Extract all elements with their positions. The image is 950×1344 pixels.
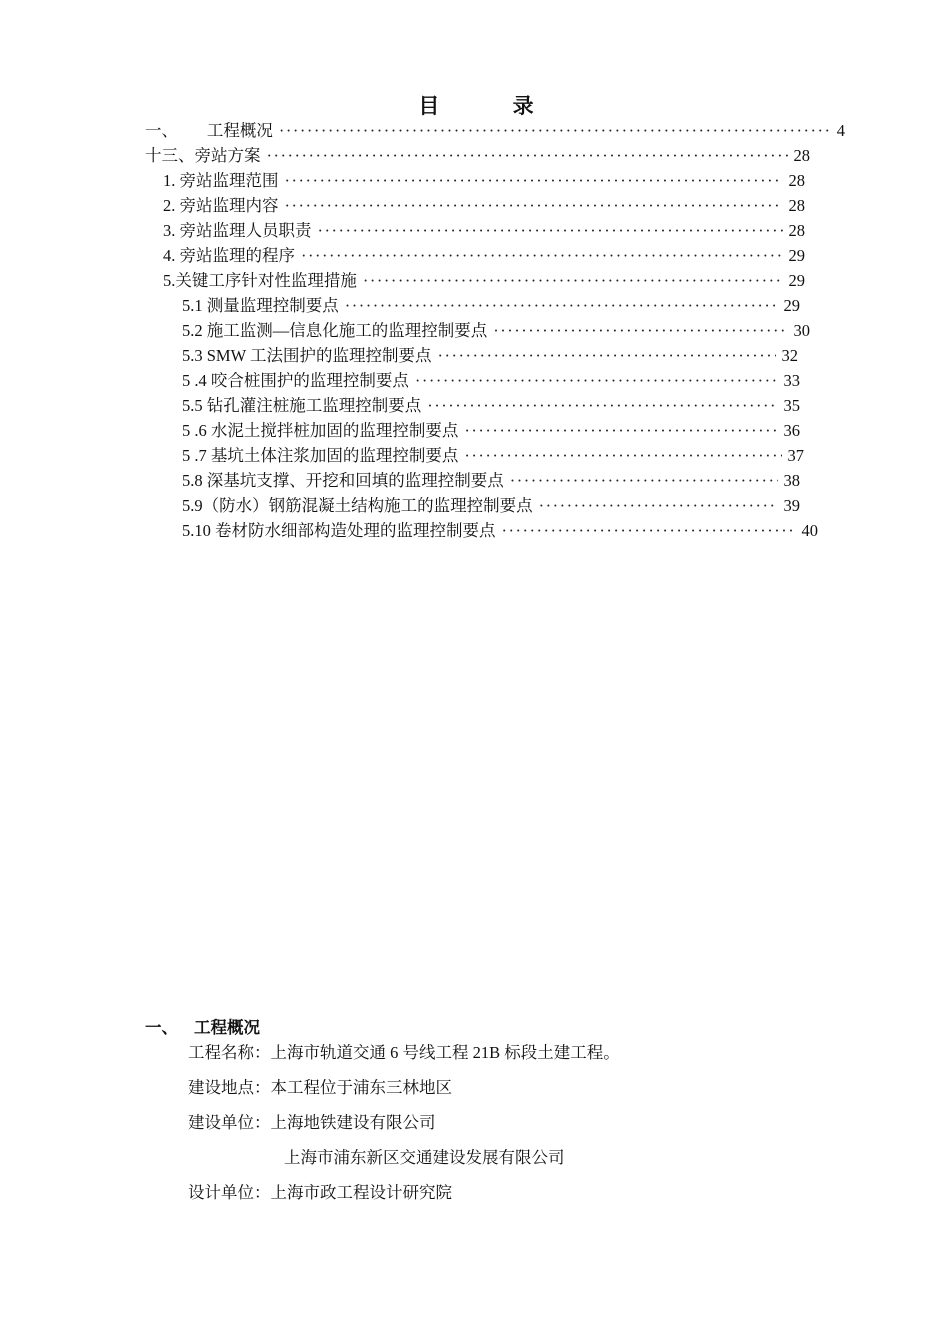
toc-entry[interactable] <box>182 418 800 443</box>
toc-entry[interactable] <box>182 343 798 368</box>
toc-entry-page: 28 <box>788 196 805 215</box>
toc-entry-label: 5.3 SMW 工法围护的监理控制要点 <box>182 346 432 365</box>
toc-entry[interactable] <box>163 218 805 243</box>
toc-entry[interactable] <box>182 318 810 343</box>
toc-entry-page: 29 <box>788 271 805 290</box>
toc-entry-page: 4 <box>836 121 845 140</box>
info-label: 建设单位： <box>188 1113 271 1132</box>
toc-entry[interactable] <box>145 118 845 143</box>
toc-entry-page: 35 <box>783 396 800 415</box>
toc-entry-label: 5.5 钻孔灌注桩施工监理控制要点 <box>182 396 422 415</box>
toc-leader-dots <box>267 143 788 168</box>
toc-entry-page: 38 <box>783 471 800 490</box>
toc-title: 目 录 <box>418 94 568 118</box>
info-value: 上海市浦东新区交通建设发展有限公司 <box>284 1148 565 1167</box>
toc-entry-page: 37 <box>787 446 804 465</box>
toc-leader-dots <box>464 443 781 468</box>
info-row-designer <box>188 1180 452 1206</box>
toc-entry-page: 29 <box>783 296 800 315</box>
toc-leader-dots <box>493 318 787 343</box>
section-number: 一、 <box>145 1018 178 1037</box>
toc-entry-label: 5 .7 基坑土体注浆加固的监理控制要点 <box>182 446 459 465</box>
toc-entry-label: 5 .6 水泥土搅拌桩加固的监理控制要点 <box>182 421 459 440</box>
toc-leader-dots <box>415 368 778 393</box>
toc-entry-label: 5.2 施工监测—信息化施工的监理控制要点 <box>182 321 488 340</box>
toc-entry-page: 28 <box>788 171 805 190</box>
toc-entry[interactable] <box>182 393 800 418</box>
info-row-location <box>188 1075 452 1101</box>
toc-entry-page: 36 <box>783 421 800 440</box>
info-value: 上海地铁建设有限公司 <box>270 1113 436 1132</box>
toc-entry[interactable] <box>182 468 800 493</box>
toc-entry[interactable] <box>163 243 805 268</box>
toc-entry-label: 1. 旁站监理范围 <box>163 171 279 190</box>
toc-entry-label: 5.1 测量监理控制要点 <box>182 296 339 315</box>
toc-entry-page: 28 <box>793 146 810 165</box>
info-value: 上海市政工程设计研究院 <box>270 1183 452 1202</box>
info-label: 设计单位： <box>188 1183 271 1202</box>
toc-leader-dots <box>363 268 783 293</box>
toc-entry-page: 40 <box>801 521 818 540</box>
toc-entry[interactable] <box>163 268 805 293</box>
toc-leader-dots <box>438 343 776 368</box>
toc-leader-dots <box>510 468 778 493</box>
toc-entry-page: 32 <box>781 346 798 365</box>
info-row-owner-2 <box>188 1145 565 1171</box>
info-row-project-name <box>188 1040 620 1066</box>
toc-leader-dots <box>285 168 783 193</box>
toc-leader-dots <box>301 243 783 268</box>
toc-entry-page: 29 <box>788 246 805 265</box>
toc-leader-dots <box>427 393 777 418</box>
toc-entry-label: 5.10 卷材防水细部构造处理的监理控制要点 <box>182 521 496 540</box>
toc-entry[interactable] <box>182 493 800 518</box>
toc-entry-label: 5.8 深基坑支撑、开挖和回填的监理控制要点 <box>182 471 504 490</box>
toc-entry-page: 28 <box>788 221 805 240</box>
toc-entry-label: 十三、旁站方案 <box>145 146 261 165</box>
toc-leader-dots <box>539 493 778 518</box>
toc-entry-page: 39 <box>783 496 800 515</box>
toc-entry-label: 一、 工程概况 <box>145 121 273 140</box>
toc-entry-label: 3. 旁站监理人员职责 <box>163 221 312 240</box>
toc-entry[interactable] <box>182 443 804 468</box>
toc-leader-dots <box>464 418 777 443</box>
toc-entry-label: 4. 旁站监理的程序 <box>163 246 295 265</box>
toc-entry[interactable] <box>182 518 818 543</box>
section-heading <box>145 1015 260 1041</box>
section-title: 工程概况 <box>194 1018 260 1037</box>
toc-leader-dots <box>285 193 783 218</box>
toc-entry[interactable] <box>182 368 800 393</box>
info-label: 工程名称： <box>188 1043 271 1062</box>
info-value: 上海市轨道交通 6 号线工程 21B 标段土建工程。 <box>270 1043 620 1062</box>
toc-leader-dots <box>279 118 831 143</box>
toc-entry-label: 2. 旁站监理内容 <box>163 196 279 215</box>
info-value: 本工程位于浦东三林地区 <box>270 1078 452 1097</box>
toc-entry-label: 5.9（防水）钢筋混凝土结构施工的监理控制要点 <box>182 496 533 515</box>
info-label: 建设地点： <box>188 1078 271 1097</box>
toc-entry-label: 5 .4 咬合桩围护的监理控制要点 <box>182 371 409 390</box>
info-row-owner <box>188 1110 436 1136</box>
toc-entry-label: 5.关键工序针对性监理措施 <box>163 271 357 290</box>
toc-entry[interactable] <box>145 143 810 168</box>
toc-entry[interactable] <box>163 168 805 193</box>
toc-entry[interactable] <box>163 193 805 218</box>
toc-leader-dots <box>345 293 778 318</box>
toc-leader-dots <box>318 218 783 243</box>
toc-entry[interactable] <box>182 293 800 318</box>
toc-leader-dots <box>502 518 796 543</box>
toc-entry-page: 33 <box>783 371 800 390</box>
toc-entry-page: 30 <box>793 321 810 340</box>
